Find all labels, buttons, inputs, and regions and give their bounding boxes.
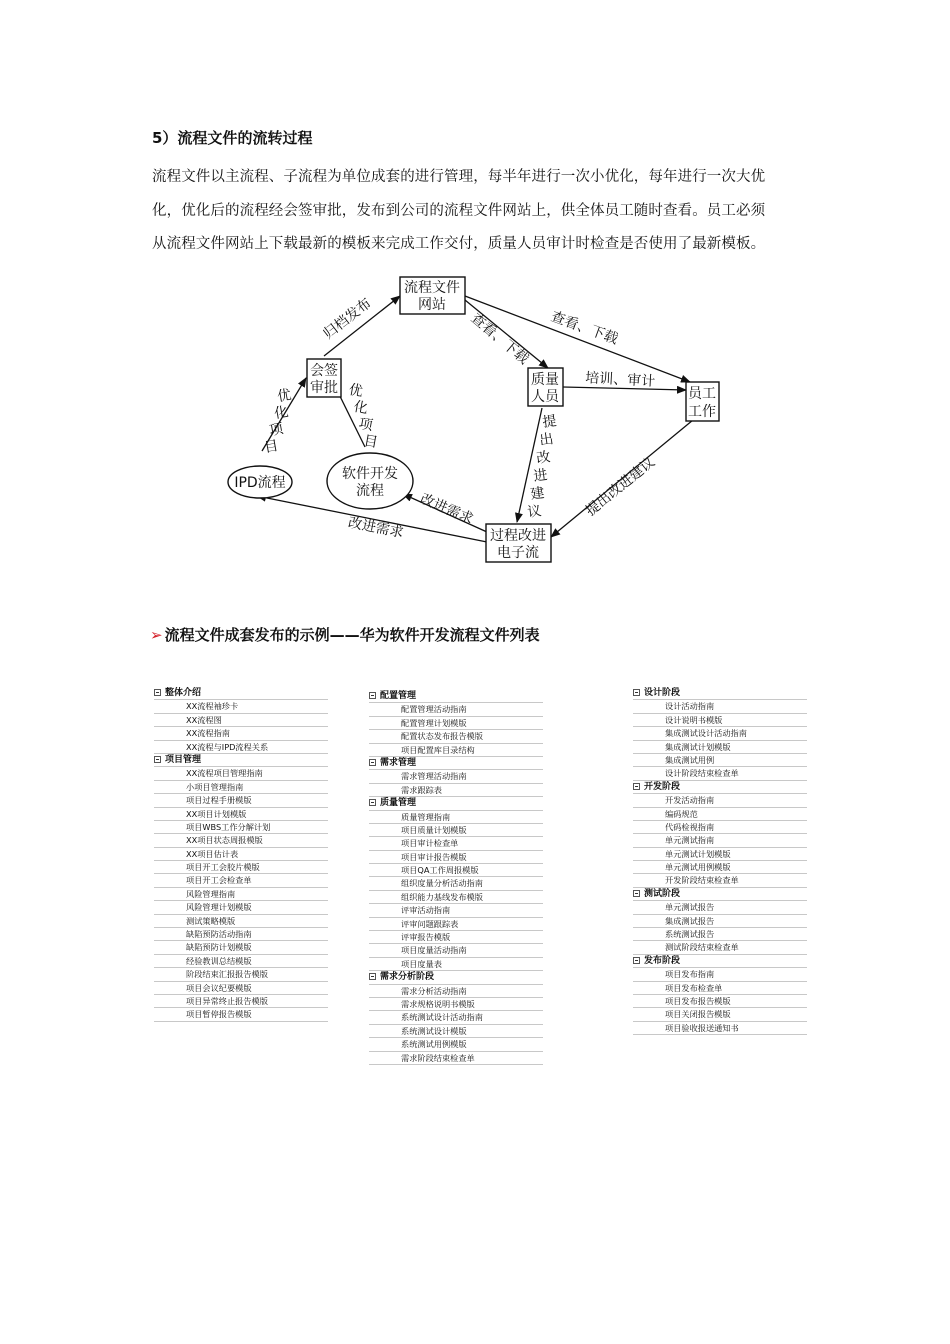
tree-category-label: 开发阶段 xyxy=(644,781,681,792)
edge-label-optimize-software-3: 项 xyxy=(357,415,374,435)
edge-label-suggest-quality-5: 建 xyxy=(529,485,546,503)
tree-item[interactable]: 配置管理活动指南 xyxy=(369,703,543,716)
tree-category-label: 测试阶段 xyxy=(644,888,681,899)
tree-category[interactable] xyxy=(154,687,328,700)
tree-item[interactable]: 项目验收报送通知书 xyxy=(633,1022,807,1035)
node-website-label-1: 流程文件 xyxy=(404,280,460,296)
tree-category-label: 配置管理 xyxy=(380,691,417,701)
tree-category[interactable] xyxy=(633,781,807,794)
section-title-text: 流程文件成套发布的示例——华为软件开发流程文件列表 xyxy=(164,626,540,644)
node-review-label-1: 会签 xyxy=(310,363,338,379)
process-flow-diagram xyxy=(220,268,730,573)
file-list-column-2 xyxy=(369,690,543,1065)
tree-item[interactable]: 项目发布检查单 xyxy=(633,982,807,995)
node-staff-label-2: 工作 xyxy=(688,404,716,420)
edge-label-view-download-quality: 查看、下载 xyxy=(467,310,532,368)
tree-item[interactable]: 评审问题跟踪表 xyxy=(369,918,543,931)
tree-item[interactable]: 需求阶段结束检查单 xyxy=(369,1052,543,1065)
section-title xyxy=(150,624,540,645)
tree-item[interactable]: 设计活动指南 xyxy=(633,700,807,713)
edge-label-optimize-ipd-3: 项 xyxy=(268,420,285,440)
tree-item[interactable]: 评审活动指南 xyxy=(369,904,543,917)
tree-item[interactable]: 配置状态发布报告模版 xyxy=(369,730,543,743)
edge-label-optimize-ipd-1: 优 xyxy=(276,386,293,406)
tree-item[interactable]: 项目开工会胶片模版 xyxy=(154,861,328,874)
tree-item[interactable]: 测试策略模版 xyxy=(154,915,328,928)
tree-item[interactable]: 项目度量活动指南 xyxy=(369,944,543,957)
tree-item[interactable]: 集成测试用例 xyxy=(633,754,807,767)
tree-item[interactable]: 项目过程手册模版 xyxy=(154,794,328,807)
collapse-icon[interactable] xyxy=(633,890,640,897)
tree-item[interactable]: 开发活动指南 xyxy=(633,794,807,807)
tree-item[interactable]: 项目审计检查单 xyxy=(369,837,543,850)
collapse-icon[interactable] xyxy=(369,973,376,980)
collapse-icon[interactable] xyxy=(633,689,640,696)
tree-item[interactable]: 集成测试计划模版 xyxy=(633,741,807,754)
tree-category-label: 项目管理 xyxy=(165,754,202,765)
node-review-label-2: 审批 xyxy=(310,380,338,396)
edge-label-suggest-staff: 提出改进建议 xyxy=(582,454,659,520)
tree-item[interactable]: XX项目状态周报模版 xyxy=(154,834,328,847)
tree-item[interactable]: 编码规范 xyxy=(633,808,807,821)
edge-label-publish: 归档发布 xyxy=(320,295,375,343)
edge-label-suggest-quality-4: 进 xyxy=(532,467,549,485)
tree-category-label: 需求管理 xyxy=(380,757,417,768)
edge-label-train-audit: 培训、审计 xyxy=(584,370,656,390)
edge-label-view-download-staff: 查看、下载 xyxy=(548,308,620,348)
collapse-icon[interactable] xyxy=(154,756,161,763)
tree-item[interactable]: 单元测试计划模版 xyxy=(633,848,807,861)
tree-item[interactable]: 项目度量表 xyxy=(369,958,543,971)
paragraph-line-1: 流程文件以主流程、子流程为单位成套的进行管理，每半年进行一次小优化，每年进行一次大优 xyxy=(152,169,766,185)
node-quality-label-1: 质量 xyxy=(531,372,559,388)
tree-category-label: 设计阶段 xyxy=(644,688,681,698)
tree-item[interactable]: 单元测试用例模版 xyxy=(633,861,807,874)
edge-label-suggest-quality-1: 提 xyxy=(541,413,558,431)
tree-item[interactable]: 需求管理活动指南 xyxy=(369,770,543,783)
node-ipd-label: IPD流程 xyxy=(234,475,286,491)
node-staff-label-1: 员工 xyxy=(688,386,716,402)
tree-item[interactable]: 系统测试设计模版 xyxy=(369,1025,543,1038)
tree-item[interactable]: 小项目管理指南 xyxy=(154,781,328,794)
node-process-label-2: 电子流 xyxy=(497,545,539,561)
tree-item[interactable]: XX项目计划模版 xyxy=(154,808,328,821)
tree-item[interactable]: 设计说明书模版 xyxy=(633,714,807,727)
file-list-column-1 xyxy=(154,687,328,1022)
tree-item[interactable]: 设计阶段结束检查单 xyxy=(633,767,807,780)
tree-category[interactable] xyxy=(633,888,807,901)
tree-category[interactable] xyxy=(369,971,543,984)
tree-item[interactable]: 集成测试设计活动指南 xyxy=(633,727,807,740)
tree-item[interactable]: 系统测试用例模版 xyxy=(369,1038,543,1051)
arrow-bullet-icon: ➢ xyxy=(150,626,163,644)
node-website-label-2: 网站 xyxy=(418,297,446,313)
tree-item[interactable]: 单元测试报告 xyxy=(633,901,807,914)
tree-item[interactable]: 配置管理计划模版 xyxy=(369,717,543,730)
tree-item[interactable]: 缺陷预防活动指南 xyxy=(154,928,328,941)
edge-label-suggest-quality-6: 议 xyxy=(526,503,543,521)
paragraph-line-3: 从流程文件网站上下载最新的模板来完成工作交付，质量人员审计时检查是否使用了最新模板。 xyxy=(152,236,766,252)
tree-item[interactable]: 质量管理指南 xyxy=(369,811,543,824)
collapse-icon[interactable] xyxy=(154,689,161,696)
tree-category[interactable] xyxy=(369,690,543,703)
tree-item[interactable]: 项目开工会检查单 xyxy=(154,874,328,887)
edge-label-need-software: 改进需求 xyxy=(417,491,476,528)
tree-category-label: 整体介绍 xyxy=(165,688,202,698)
tree-item[interactable]: 评审报告模版 xyxy=(369,931,543,944)
tree-category[interactable] xyxy=(633,955,807,968)
tree-category[interactable] xyxy=(633,687,807,700)
tree-item[interactable]: XX流程袖珍卡 xyxy=(154,700,328,713)
node-process-label-1: 过程改进 xyxy=(490,528,546,544)
tree-item[interactable]: 需求分析活动指南 xyxy=(369,985,543,998)
tree-category-label: 发布阶段 xyxy=(644,955,681,966)
node-software-label-1: 软件开发 xyxy=(342,466,398,482)
tree-category[interactable] xyxy=(369,757,543,770)
section-heading: 5）流程文件的流转过程 xyxy=(152,129,313,147)
tree-item[interactable]: 阶段结束汇报报告模版 xyxy=(154,968,328,981)
edge-label-suggest-quality-3: 改 xyxy=(535,449,552,467)
tree-item[interactable]: 风险管理计划模版 xyxy=(154,901,328,914)
tree-category-label: 质量管理 xyxy=(380,798,417,809)
edge-label-suggest-quality-2: 出 xyxy=(538,431,555,449)
edge-label-optimize-ipd-2: 化 xyxy=(273,403,290,423)
tree-item[interactable]: 项目暂停报告模版 xyxy=(154,1008,328,1021)
node-software-label-2: 流程 xyxy=(356,483,384,499)
tree-item[interactable]: 系统测试设计活动指南 xyxy=(369,1011,543,1024)
tree-item[interactable]: 项目配置库目录结构 xyxy=(369,744,543,757)
collapse-icon[interactable] xyxy=(369,799,376,806)
tree-item[interactable]: 需求规格说明书模版 xyxy=(369,998,543,1011)
tree-category[interactable] xyxy=(154,754,328,767)
edge-label-optimize-ipd-4: 目 xyxy=(263,437,280,457)
tree-item[interactable]: 项目QA工作周报模版 xyxy=(369,864,543,877)
tree-item[interactable]: 组织度量分析活动指南 xyxy=(369,877,543,890)
tree-item[interactable]: 缺陷预防计划模版 xyxy=(154,941,328,954)
collapse-icon[interactable] xyxy=(633,957,640,964)
tree-item[interactable]: XX项目估计表 xyxy=(154,848,328,861)
tree-item[interactable]: 代码检视指南 xyxy=(633,821,807,834)
tree-item[interactable]: 开发阶段结束检查单 xyxy=(633,874,807,887)
paragraph-line-2: 化，优化后的流程经会签审批，发布到公司的流程文件网站上，供全体员工随时查看。员工必须 xyxy=(152,203,766,219)
node-quality-label-2: 人员 xyxy=(531,389,559,405)
edge-label-optimize-software-2: 化 xyxy=(352,398,369,418)
tree-category[interactable] xyxy=(369,797,543,810)
tree-item[interactable]: 项目关闭报告模版 xyxy=(633,1008,807,1021)
tree-item[interactable]: 项目发布指南 xyxy=(633,968,807,981)
tree-item[interactable]: XX流程与IPD流程关系 xyxy=(154,741,328,754)
tree-item[interactable]: 系统测试报告 xyxy=(633,928,807,941)
tree-item[interactable]: 测试阶段结束检查单 xyxy=(633,941,807,954)
tree-item[interactable]: 需求跟踪表 xyxy=(369,784,543,797)
tree-item[interactable]: 经验教训总结模版 xyxy=(154,955,328,968)
tree-item[interactable]: 风险管理指南 xyxy=(154,888,328,901)
tree-item[interactable]: 项目审计报告模版 xyxy=(369,851,543,864)
tree-item[interactable]: 项目发布报告模版 xyxy=(633,995,807,1008)
tree-item[interactable]: 集成测试报告 xyxy=(633,915,807,928)
tree-item[interactable]: XX流程项目管理指南 xyxy=(154,767,328,780)
file-list-column-3 xyxy=(633,687,807,1035)
collapse-icon[interactable] xyxy=(633,783,640,790)
edge-label-optimize-software-1: 优 xyxy=(347,381,364,401)
collapse-icon[interactable] xyxy=(369,759,376,766)
tree-item[interactable]: XX流程图 xyxy=(154,714,328,727)
tree-item[interactable]: 项目异常终止报告模版 xyxy=(154,995,328,1008)
tree-item[interactable]: XX流程指南 xyxy=(154,727,328,740)
tree-item[interactable]: 项目质量计划模版 xyxy=(369,824,543,837)
tree-item[interactable]: 单元测试指南 xyxy=(633,834,807,847)
tree-category-label: 需求分析阶段 xyxy=(380,972,435,983)
edge-label-need-ipd: 改进需求 xyxy=(346,514,405,542)
edge-label-optimize-software-4: 目 xyxy=(362,432,379,452)
tree-item[interactable]: 组织能力基线发布模版 xyxy=(369,891,543,904)
tree-item[interactable]: 项目WBS工作分解计划 xyxy=(154,821,328,834)
tree-item[interactable]: 项目会议纪要模版 xyxy=(154,982,328,995)
collapse-icon[interactable] xyxy=(369,692,376,699)
